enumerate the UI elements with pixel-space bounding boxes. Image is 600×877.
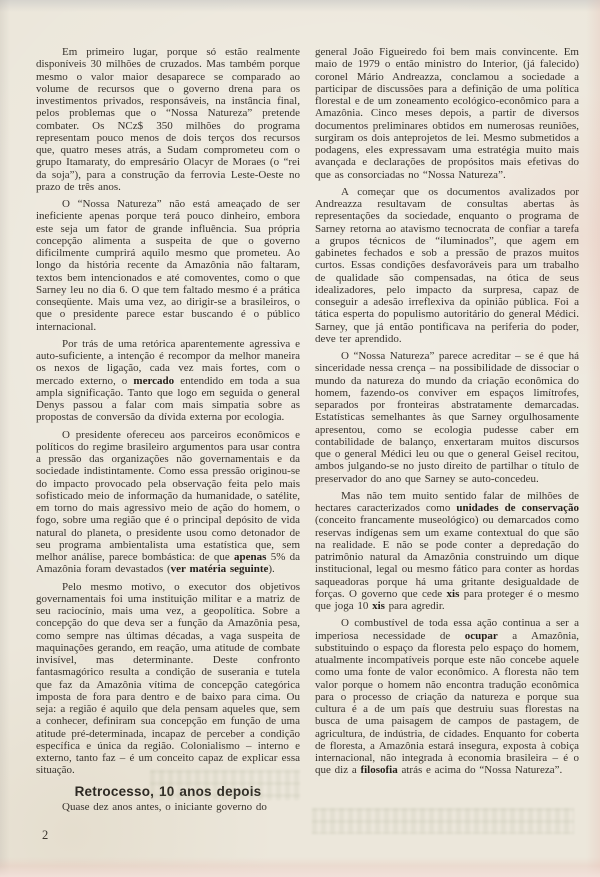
- page-number: 2: [42, 828, 49, 842]
- paragraph: O “Nossa Natureza” não está ameaçado de ser ineficiente apenas porque terá pouco dinheiro, embora este seja um fator de grande influência. Sua própria concepção alimenta a suspeita de que o governo dificilmente cumprirá aquilo mesmo que prometeu. Ao longo da história recente da Amazônia não faltaram, textos bem intencionados e até comoventes, como o que Sarney leu no dia 6. O que tem faltado mesmo é a prática conseqüente. Mais uma vez, ao dirigir-se a brasileiros, o que o presidente parece estar buscando é o público internacional.: [36, 198, 300, 333]
- right-column: [315, 46, 579, 782]
- paragraph: Pelo mesmo motivo, o executor dos objetivos governamentais foi uma instituição militar e a matriz de seu raciocínio, mais uma vez, a geopolítica. Sobre a concepção do que deva ser a função da Amazônia pesa, como sempre nas últimas décadas, a vaga suspeita de maquinações gerando, em reação, uma atitude de combate invisível, mas determinante. Deste confronto fantasmagórico resulta a condição de suserania e tutela que faz da Amazônia vítima de concepção categórica imposta de fora para dentro e de baixo para cima. Ou seja: a região é aquilo que dela pensam aqueles que, sem a conhecer, definiram sua concepção em função de uma atitude pré-determinada, incapaz de perceber a condição específica e única da região. Colonialismo – interno e externo, tanto faz – é um conceito capaz de explicar essa situação.: [36, 580, 300, 777]
- bleed-through-smudge: [312, 808, 574, 834]
- paragraph: general João Figueiredo foi bem mais convincente. Em maio de 1979 o então ministro do Interior, (já falecido) coronel Mário Andreazza, conclamou a sociedade a participar de discussões para a definição de uma política florestal e de um zoneamento ecológico-econômico para a Amazônia. Cinco meses depois, a partir de diversos documentos preliminares obtidos em numerosas reuniões, surgiram os dois anteprojetos de lei. Mesmo submetidos a podagens, eles expressavam uma estratégia muito mais avançada e declarações de propósitos mais efetivas do que as consorciadas no “Nossa Natureza”.: [315, 46, 579, 181]
- paragraph: Em primeiro lugar, porque só estão realmente disponíveis 30 milhões de cruzados. Mas também porque mesmo o valor maior desaparece se comparado ao volume de recursos que o governo drena para os investimentos privados, responsáveis, na instância final, pelos problemas que o “Nossa Natureza” pretende combater. Os NCz$ 350 milhões do programa representam pouco menos de dois terços dos recursos que, quatro meses atrás, a Sudam comprometeu com o grupo Itamaraty, do empresário Olacyr de Moraes (o “rei da soja”), para a construção da ferrovia Leste-Oeste no prazo de três anos.: [36, 46, 300, 193]
- scan-edge-left: [0, 0, 10, 877]
- scan-edge-right: [586, 0, 600, 877]
- paragraph: O presidente ofereceu aos parceiros econômicos e políticos do regime brasileiro argumentos para usar contra a pressão das organizações não governamentais e da sociedade indistintamente. Como essa pressão originou-se do impacto provocado pela observação feita pelo mais sofisticado meio de informação da humanidade, o satélite, em torno do mais agressivo meio de ação do homem, o fogo, sobre uma região que é o principal depósito de vida natural do planeta, o presidente usou como detonador de seu programa ambientalista uma estatística que, sem melhor análise, parece bombástica: de que apenas 5% da Amazônia foram devastados (ver matéria seguinte).: [36, 428, 300, 576]
- scan-edge-top: [0, 0, 600, 12]
- paragraph: Por trás de uma retórica aparentemente agressiva e auto-suficiente, a intenção é recompor da melhor maneira os nexos de ligação, cada vez mais fortes, com o mercado externo, o mercado entendido em toda a sua ampla significação. Tanto que logo em seguida o general Denys passou a falar com mais simpatia sobre as propostas de conversão da dívida externa por ecologia.: [36, 337, 300, 424]
- paragraph: O combustível de toda essa ação continua a ser a imperiosa necessidade de ocupar a Amazônia, substituindo o espaço da floresta pelo espaço do homem, atualmente incompatíveis porque este não concebe aquele como uma fonte de valor econômico. A floresta não tem valor porque o homem não encontra tradução econômica para o processo de criação da natureza e porque sua cultura é a de um país que destruiu suas florestas na busca de uma paisagem de campos de pastagem, de agricultura, de indústria, de cidades. Enquanto for coberta de floresta, a Amazônia estará insegura, exposta à cobiça internacional, não integrada à economia brasileira – é o que diz a filosofia atrás e acima do “Nossa Natureza”.: [315, 617, 579, 777]
- scan-edge-bottom: [0, 857, 600, 877]
- paragraph: Mas não tem muito sentido falar de milhões de hectares caracterizados como unidades de conservação (conceito francamente museológico) ou demarcados como reservas indígenas sem um exame contextual do que são na realidade. E não se pode conter a depredação do patrimônio natural da Amazônia construindo um dique institucional, legal ou mesmo fático para conter as hordas saqueadoras porque há uma gritante desigualdade de forças. O governo que cede xis para proteger é o mesmo que joga 10 xis para agredir.: [315, 489, 579, 612]
- section-heading: Retrocesso, 10 anos depois: [74, 783, 262, 799]
- paragraph: A começar que os documentos avalizados por Andreazza resultavam de consultas abertas às representações da sociedade, enquanto o programa de Sarney retorna ao atavismo tecnocrata de confiar a tarefa a grupos técnicos de “iluminados”, que agem em gabinetes fechados e sob a pressão de prazos muitos curtos. Essas condições desfavoráveis para um trabalho de qualidade são compensadas, na ótica de seus idealizadores, pelo impacto da surpresa, capaz de conseguir a adesão irreflexiva da opinião pública. Foi a tática esperta do populismo autoritário do general Médici. Sarney, que já então pontificava na periferia do poder, deve ter aprendido.: [315, 185, 579, 345]
- paragraph: Quase dez anos antes, o iniciante governo do: [62, 800, 267, 813]
- left-column: [36, 46, 300, 818]
- paragraph: O “Nossa Natureza” parece acreditar – se é que há sinceridade nessa crença – na possibilidade de dissociar o mundo da natureza do mundo da criação econômica do homem, fazendo-os conviver em espaços limítrofes, separados por fronteiras abstratamente demarcadas. Estatísticas semelhantes às que Sarney orgulhosamente apresentou, como se ecologia pudesse caber em contabilidade de balanço, enxertaram muitos discursos que o general Médici leu ou que o general Geisel recitou, ambos julgando-se no justo direito de partilhar o título de preservador do ano que Sarney se auto-concedeu.: [315, 350, 579, 485]
